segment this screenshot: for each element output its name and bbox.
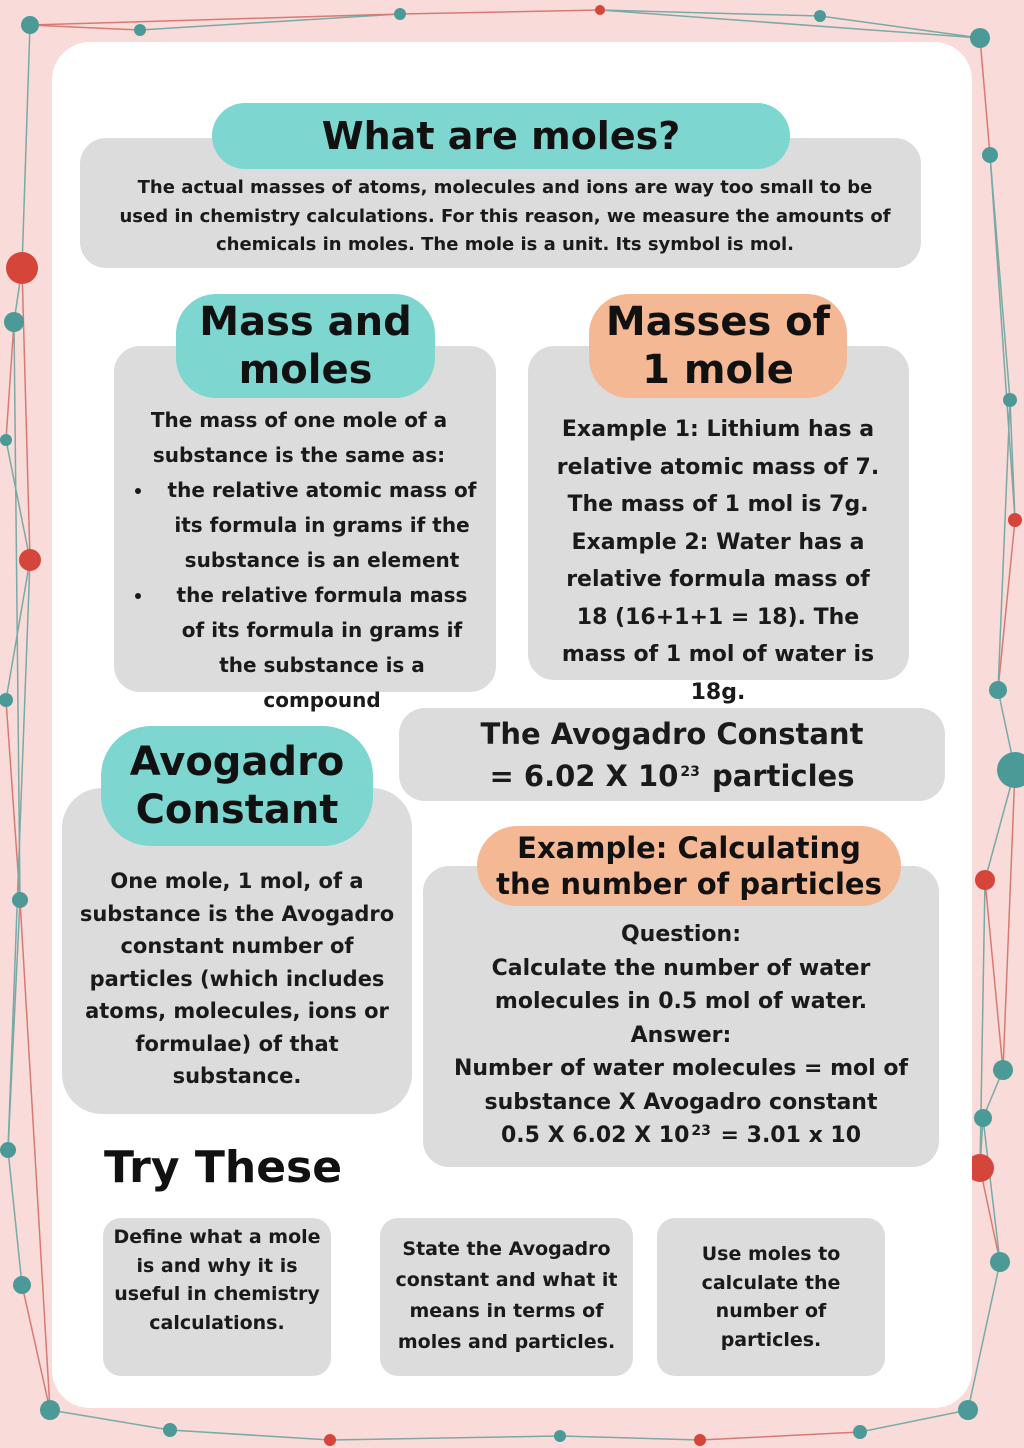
network-line: [30, 14, 400, 25]
network-line: [860, 1410, 968, 1432]
mass-moles-title-line2: moles: [238, 347, 373, 393]
mass-moles-bullet: • the relative formula mass of its formula in grams if the substance is a compound: [154, 578, 482, 718]
network-line: [998, 400, 1010, 690]
masses-one-mole-body: Example 1: Lithium has a relative atomic mass of 7. The mass of 1 mol is 7g. Example 2: Water has a relative formula mass of 18 (16+1+1 = 18). The mass of 1 mol of water is 18g.: [556, 417, 880, 705]
network-line: [22, 268, 30, 560]
avogadro-title-line1: Avogadro: [129, 739, 345, 785]
network-node: [982, 147, 998, 163]
network-node: [134, 24, 146, 36]
network-line: [998, 520, 1015, 690]
network-node: [694, 1434, 706, 1446]
network-line: [50, 1410, 170, 1430]
network-line: [6, 440, 30, 560]
network-node: [814, 10, 826, 22]
network-node: [394, 8, 406, 20]
network-line: [140, 14, 400, 30]
network-line: [20, 900, 50, 1410]
mass-moles-title: [176, 294, 435, 398]
network-line: [170, 1430, 330, 1440]
avogadro-body: One mole, 1 mol, of a substance is the Avogadro constant number of particles (which includes atoms, molecules, ions or formulae) of that substance.: [79, 869, 395, 1088]
example-calc-exponent: 23: [691, 1123, 711, 1139]
mass-moles-intro: The mass of one mole of a substance is the same as:: [150, 408, 448, 467]
intro-title: What are moles?: [212, 103, 790, 169]
example-title: [477, 826, 901, 906]
network-node: [970, 28, 990, 48]
avogadro-constant-line1: The Avogadro Constant: [480, 717, 864, 751]
task-text: Define what a mole is and why it is useful in chemistry calculations.: [113, 1226, 321, 1334]
masses-one-mole-title-line1: Masses of: [605, 299, 831, 345]
example-calc-suffix: = 3.01 x 10: [720, 1123, 862, 1148]
network-node: [595, 5, 605, 15]
task-text: Use moles to calculate the number of particles.: [701, 1243, 841, 1351]
network-node: [13, 1276, 31, 1294]
network-node: [554, 1430, 566, 1442]
network-line: [400, 10, 600, 14]
mass-moles-title-line1: Mass and: [199, 299, 412, 345]
network-node: [989, 681, 1007, 699]
avogadro-constant-prefix: = 6.02 X 10: [489, 759, 679, 793]
task-text: State the Avogadro constant and what it means in terms of moles and particles.: [395, 1238, 618, 1353]
network-node: [1008, 513, 1022, 527]
example-question: Calculate the number of water molecules in 0.5 mol of water.: [491, 955, 871, 1014]
avogadro-title-line2: Constant: [135, 787, 339, 833]
network-line: [6, 322, 14, 440]
masses-one-mole-title: [589, 294, 847, 398]
network-node: [40, 1400, 60, 1420]
network-node: [0, 434, 12, 446]
network-line: [983, 1118, 1000, 1262]
network-line: [820, 16, 980, 38]
network-node: [12, 892, 28, 908]
example-answer-label: Answer:: [630, 1022, 732, 1048]
network-node: [0, 693, 13, 707]
network-node: [997, 752, 1024, 788]
network-line: [8, 560, 30, 1150]
network-node: [853, 1425, 867, 1439]
example-question-label: Question:: [620, 922, 741, 947]
network-line: [30, 25, 140, 30]
intro-body: The actual masses of atoms, molecules and ions are way too small to be used in chemistry calculations. For this reason, we measure the amounts of chemicals in moles. The mole is a unit. Its symbol is mol.: [119, 177, 891, 255]
network-line: [980, 38, 990, 155]
mass-moles-bullet-list: [114, 473, 482, 718]
network-node: [21, 16, 39, 34]
network-node: [990, 1252, 1010, 1272]
example-title-line1: Example: Calculating: [517, 831, 861, 865]
avogadro-constant-exponent: 23: [680, 764, 700, 780]
avogadro-title: [101, 726, 373, 846]
network-line: [600, 10, 980, 38]
mass-moles-bullet: • the relative atomic mass of its formula in grams if the substance is an element: [154, 473, 482, 578]
avogadro-constant-value: [399, 713, 945, 797]
network-line: [1003, 770, 1015, 1070]
example-answer: Number of water molecules = mol of substance X Avogadro constant: [453, 1056, 909, 1115]
network-line: [560, 1436, 700, 1440]
network-line: [22, 25, 30, 268]
network-node: [1003, 393, 1017, 407]
network-node: [4, 312, 24, 332]
example-content: [440, 918, 922, 1153]
network-node: [974, 1109, 992, 1127]
avogadro-constant-line2: [399, 755, 945, 797]
network-line: [700, 1432, 860, 1440]
network-line: [985, 880, 1003, 1070]
example-calc-prefix: 0.5 X 6.02 X 10: [500, 1123, 690, 1148]
network-node: [958, 1400, 978, 1420]
network-node: [975, 870, 995, 890]
network-line: [330, 1436, 560, 1440]
example-title-line2: the number of particles: [496, 867, 882, 901]
network-node: [0, 1142, 16, 1158]
network-node: [6, 252, 38, 284]
network-node: [163, 1423, 177, 1437]
network-line: [8, 1150, 22, 1285]
network-line: [990, 155, 1015, 520]
avogadro-constant-suffix: particles: [711, 759, 855, 793]
example-calculation: [440, 1119, 922, 1153]
network-node: [324, 1434, 336, 1446]
network-node: [19, 549, 41, 571]
masses-one-mole-title-line2: 1 mole: [642, 347, 794, 393]
network-line: [14, 322, 20, 900]
network-node: [993, 1060, 1013, 1080]
network-line: [968, 1262, 1000, 1410]
try-these-heading: Try These: [104, 1142, 343, 1193]
